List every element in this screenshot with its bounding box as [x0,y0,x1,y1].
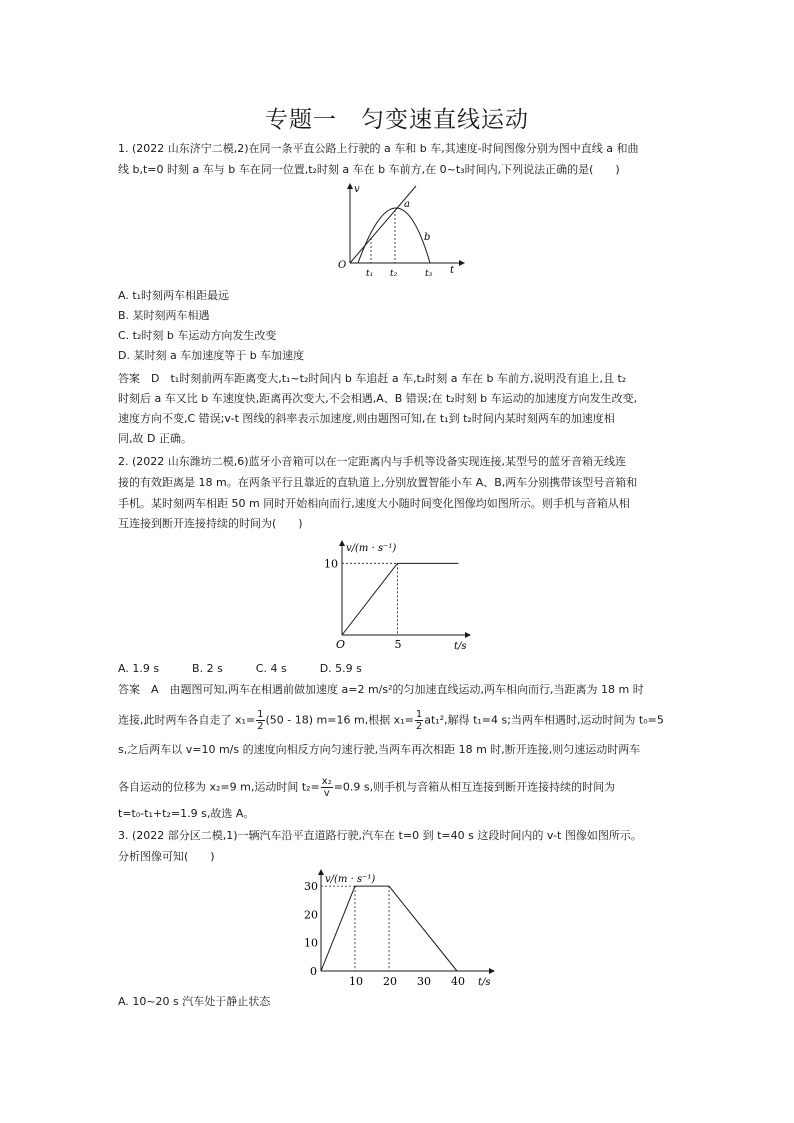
q2-answer-line1: 答案 A 由题图可知,两车在相遇前做加速度 a=2 m/s²的匀加速直线运动,两车相向而行,当距离为 18 m 时 [118,683,644,696]
q3-y-axis-label: v/(m · s⁻¹) [325,874,376,885]
frac-den: v [323,788,330,799]
page-title: 专题一 匀变速直线运动 [265,107,529,133]
q1-label-a: a [404,199,410,210]
q3-ytick-label: 0 [310,965,317,978]
q2-frac-half-2 [415,709,423,732]
q1-label-b: b [424,232,431,243]
frac-num: x₂ [321,776,332,787]
q1-curve-b [358,208,430,263]
q1-answer-line1: 答案 D t₁时刻前两车距离变大,t₁~t₂时间内 b 车追赶 a 车,t₂时刻 a 车在 b 车前方,说明没有追上,且 t₂ [118,372,627,385]
q3-stem-line1: 3. (2022 部分区二模,1)一辆汽车沿平直道路行驶,汽车在 t=0 到 t=40 s 这段时间内的 v-t 图像如图所示。 [118,829,642,842]
q1-answer-line2: 时刻后 a 车又比 b 车速度快,距离再次变大,不会相遇,A、B 错误;在 t₂时刻 b 车运动的加速度方向发生改变, [118,392,638,405]
q3-ytick-label: 20 [304,908,318,922]
q3-ytick-label: 10 [304,936,318,950]
q1-label-t3: t₃ [425,269,433,279]
q2-stem-line2: 接的有效距离是 18 m。在两条平行且靠近的直轨道上,分别放置智能小车 A、B,两车分别携带该型号音箱和 [118,476,638,489]
q1-label-t: t [450,265,455,276]
q2-answer-line2-part-c: at₁²,解得 t₁=4 s;当两车相遇时,运动时间为 t₀=5 [424,713,664,727]
q1-label-v: v [354,184,360,195]
q2-ytick-label: 10 [324,557,338,571]
q2-xtick-label: 5 [394,638,402,651]
q1-vt-graph [330,180,470,280]
q1-label-origin: O [338,260,347,271]
q2-frac-half-1 [256,709,264,732]
q3-xtick-label: 40 [451,975,465,988]
q2-answer-line5: t=t₀-t₁+t₂=1.9 s,故选 A。 [118,807,255,820]
q2-series-line [342,563,458,635]
q2-answer-line4-part-a: 各自运动的位移为 x₂=9 m,运动时间 t₂= [118,780,320,794]
q2-vt-chart [318,535,478,655]
q3-option-a: A. 10~20 s 汽车处于静止状态 [118,995,271,1008]
q3-x-axis-label: t/s [478,977,491,988]
q1-option-c: C. t₂时刻 b 车运动方向发生改变 [118,329,277,342]
q3-xtick-label: 20 [383,975,397,988]
frac-num: 1 [415,709,423,720]
q2-answer-line2-part-a: 连接,此时两车各自走了 x₁= [118,713,256,727]
q1-line-a [350,186,416,263]
q2-stem-line4: 互连接到断开连接持续的时间为( ) [118,517,303,530]
q1-label-t2: t₂ [390,269,398,279]
q2-answer-line4-part-b: =0.9 s,则手机与音箱从相互连接到断开连接持续的时间为 [333,780,616,794]
q2-answer-line3: s,之后两车以 v=10 m/s 的速度向相反方向匀速行驶,当两车再次相距 18 m 时,断开连接,则匀速运动时两车 [118,743,641,756]
q2-origin-label: O [336,638,346,651]
q1-option-b: B. 某时刻两车相遇 [118,309,210,322]
q1-label-t1: t₁ [366,269,374,279]
q3-stem-line2: 分析图像可知( ) [118,850,215,863]
q1-answer-line3: 速度方向不变,C 错误;v-t 图线的斜率表示加速度,则由题图可知,在 t₁到 t₂时间内某时刻两车的加速度相 [118,412,615,425]
q2-stem-line3: 手机。某时刻两车相距 50 m 同时开始相向而行,速度大小随时间变化图像均如图所示。则手机与音箱从相 [118,497,630,510]
q1-stem-line2: 线 b,t=0 时刻 a 车与 b 车在同一位置,t₂时刻 a 车在 b 车前方,在 0~t₃时间内,下列说法正确的是( ) [118,163,620,176]
q2-answer-line2-part-b: (50 - 18) m=16 m,根据 x₁= [265,713,414,727]
frac-den: 2 [415,721,423,732]
q2-options: A. 1.9 s B. 2 s C. 4 s D. 5.9 s [118,662,362,675]
q1-stem-line1: 1. (2022 山东济宁二模,2)在同一条平直公路上行驶的 a 车和 b 车,其速度-时间图像分别为图中直线 a 和曲 [118,142,639,155]
q2-y-axis-label: v/(m · s⁻¹) [346,543,397,554]
q2-answer-line4 [118,776,615,799]
q1-option-a: A. t₁时刻两车相距最远 [118,289,230,302]
q3-vt-chart [292,866,502,991]
q2-answer-line2 [118,709,664,732]
q2-stem-line1: 2. (2022 山东潍坊二模,6)蓝牙小音箱可以在一定距离内与手机等设备实现连接,某型号的蓝牙音箱无线连 [118,455,627,468]
frac-num: 1 [257,709,264,720]
q1-answer-line4: 同,故 D 正确。 [118,432,192,445]
q3-xtick-label: 30 [417,975,431,988]
q2-frac-x2-over-v [321,776,333,799]
q3-ytick-label: 30 [304,880,318,894]
q2-x-axis-label: t/s [454,641,467,652]
q3-xtick-label: 10 [349,975,363,988]
frac-den: 2 [257,721,264,732]
q1-option-d: D. 某时刻 a 车加速度等于 b 车加速度 [118,349,305,362]
